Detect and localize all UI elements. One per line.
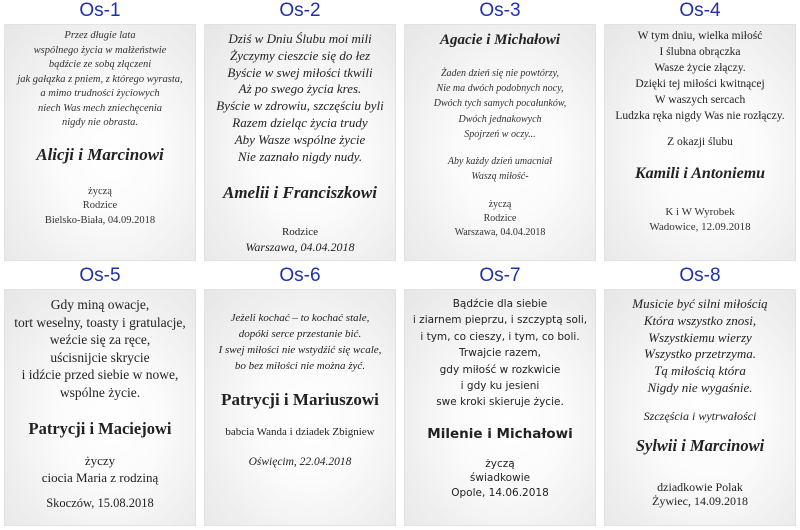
couple-names: Sylwii i Marcinowi xyxy=(635,435,765,455)
verse-line: Musicie być silni miłością xyxy=(632,296,768,311)
verse-line: tort weselny, toasty i gratulacje, xyxy=(14,314,186,330)
card-code: Os-6 xyxy=(279,265,321,286)
couple-names: Agacie i Michałowi xyxy=(440,32,560,48)
card-os-7[interactable] xyxy=(400,265,600,530)
verse xyxy=(205,290,395,374)
verse-line: jak gałązka z pniem, z którego wyrasta, xyxy=(17,73,183,85)
signature xyxy=(205,410,395,438)
card-os-1[interactable] xyxy=(0,0,200,265)
verse-line: Aby Wasze wspólne życie xyxy=(234,131,366,147)
verse-line: Spojrzeń w oczy... xyxy=(464,128,536,140)
card-code: Os-2 xyxy=(279,0,321,21)
verse-line: a mimo trudności życiowych xyxy=(40,88,160,99)
verse-line: Aż po swego życia kres. xyxy=(238,81,362,97)
verse-line: wspólne życie. xyxy=(59,384,141,400)
card-body xyxy=(204,24,396,261)
verse-line: Trwajcie razem, xyxy=(459,347,541,360)
card-code: Os-5 xyxy=(79,265,121,286)
place-date: Skoczów, 15.08.2018 xyxy=(46,496,154,510)
card-body xyxy=(404,289,596,526)
verse-line: Jeżeli kochać – to kochać stale, xyxy=(230,312,370,324)
card-body xyxy=(4,24,196,261)
signature xyxy=(205,203,395,254)
verse-line: Nie ma dwóch podobnych nocy, xyxy=(436,83,564,95)
verse-line: Życzymy cieszcie się do łez xyxy=(229,47,371,63)
signature-line: Wadowice, 12.09.2018 xyxy=(649,220,751,233)
verse-line: Aby każdy dzień umacniał xyxy=(447,156,553,168)
verse xyxy=(5,290,195,401)
occasion-note: Z okazji ślubu xyxy=(667,136,733,149)
card-code: Os-3 xyxy=(479,0,521,21)
couple-names: Patrycji i Maciejowi xyxy=(28,419,172,438)
signature-line: Warszawa, 04.04.2018 xyxy=(454,227,546,239)
card-code: Os-8 xyxy=(679,265,721,286)
couple-names: Milenie i Michałowi xyxy=(427,425,573,442)
card-body xyxy=(604,289,796,526)
verse-line: dopóki serce przestanie bić. xyxy=(238,328,362,340)
verse-line: Wszystko przetrzyma. xyxy=(644,346,756,362)
verse xyxy=(5,25,195,131)
verse-line: nigdy nie obrasta. xyxy=(61,117,139,128)
signature xyxy=(5,439,195,486)
signature-line: życzy xyxy=(84,453,116,468)
verse-line: wspólnego życia w małżeństwie xyxy=(33,44,167,56)
verse-line: bo bez miłości nie można żyć. xyxy=(234,360,366,372)
card-code: Os-7 xyxy=(479,265,521,286)
card-code: Os-1 xyxy=(79,0,121,21)
verse xyxy=(205,25,395,165)
signature-line: ciocia Maria z rodziną xyxy=(41,469,159,485)
signature-line: Rodzice xyxy=(82,200,118,211)
place-date: Oświęcim, 22.04.2018 xyxy=(248,456,352,468)
verse-line: Dziś w Dniu Ślubu moi mili xyxy=(228,31,372,46)
signature xyxy=(405,442,595,501)
verse-line: swe kroki skieruje życie. xyxy=(436,396,564,409)
card-body xyxy=(204,289,396,526)
card-os-8[interactable] xyxy=(600,265,800,530)
signature xyxy=(605,456,795,508)
signature xyxy=(605,183,795,234)
signature-line: życzą xyxy=(485,457,515,470)
verse-line: W waszych sercach xyxy=(654,93,746,106)
couple-names: Amelii i Franciszkowi xyxy=(223,183,377,203)
signature-line: świadkowie xyxy=(469,472,531,485)
verse-line: Nigdy nie wygaśnie. xyxy=(647,379,753,395)
card-body xyxy=(404,24,596,261)
signature-line: życzą xyxy=(488,199,512,211)
verse-line: i ziarnem pieprzu, i szczyptą soli, xyxy=(412,314,588,327)
signature-line: babcia Wanda i dziadek Zbigniew xyxy=(225,426,375,438)
signature-line: Rodzice xyxy=(483,213,517,225)
verse-line: Razem dzieląc życia trudy xyxy=(232,114,368,130)
verse-line: Przez długie lata xyxy=(64,30,136,41)
verse-line: niech Was mech zniechęcenia xyxy=(37,102,163,114)
verse-line: Wasze życie złączy. xyxy=(654,61,746,74)
couple-names: Alicji i Marcinowi xyxy=(36,144,164,164)
signature-line: K i W Wyrobek xyxy=(665,206,735,219)
signature xyxy=(405,184,595,240)
verse-line: Ludzka ręka nigdy Was nie rozłączy. xyxy=(615,109,785,122)
verse xyxy=(605,290,795,397)
signature-line: Żywiec, 14.09.2018 xyxy=(652,493,748,508)
signature-line: Bielsko-Biała, 04.09.2018 xyxy=(44,214,156,226)
verse-line: I swej miłości nie wstydźić się wcale, xyxy=(218,344,382,356)
verse-line: Gdy miną owacje, xyxy=(50,297,150,312)
verse-line: Dwóch tych samych pocałunków, xyxy=(433,98,567,110)
verse-line: i tym, co cieszy, i tym, co boli. xyxy=(420,330,580,343)
verse-line: Tą miłością która xyxy=(654,363,746,379)
couple-names: Kamili i Antoniemu xyxy=(634,165,766,183)
verse-line: Która wszystko znosi, xyxy=(643,312,757,328)
verse-gap xyxy=(405,142,595,154)
verse-line: Dwóch jednakowych xyxy=(458,113,542,125)
verse-line: Byście w swej miłości tkwili xyxy=(227,64,373,80)
card-code: Os-4 xyxy=(679,0,721,21)
verse xyxy=(605,25,795,124)
signature xyxy=(5,165,195,229)
couple-names: Patrycji i Mariuszowi xyxy=(221,390,379,409)
verse xyxy=(405,290,595,411)
verse-line: i gdy ku jesieni xyxy=(460,380,540,393)
verse-line: Żaden dzień się nie powtórzy, xyxy=(440,68,560,79)
card-os-5[interactable] xyxy=(0,265,200,530)
card-os-6[interactable] xyxy=(200,265,400,530)
verse-line: Dzięki tej miłości kwitnącej xyxy=(635,77,765,90)
signature-line: Rodzice xyxy=(281,226,319,239)
card-os-2[interactable] xyxy=(200,0,400,265)
signature-line: życzą xyxy=(88,185,112,197)
card-body xyxy=(4,289,196,526)
verse-line: Wszystkiemu wierzy xyxy=(648,329,752,345)
verse-line: weźcie się za ręce, xyxy=(49,332,151,347)
signature-line: Opole, 14.06.2018 xyxy=(451,486,549,499)
verse-line: gdy miłość w rozkwicie xyxy=(439,363,561,376)
verse-line: W tym dniu, wielka miłość xyxy=(637,30,763,42)
verse-line: Byście w zdrowiu, szczęściu byli xyxy=(216,98,384,114)
verse-line: Waszą miłość- xyxy=(471,171,529,183)
card-os-4[interactable] xyxy=(600,0,800,265)
verse-line: bądźcie ze sobą złączeni xyxy=(48,59,152,70)
verse-line: uścisnijcie skrycie xyxy=(50,349,150,365)
wishes-note: Szczęścia i wytrwałości xyxy=(643,408,757,423)
verse xyxy=(405,49,595,184)
verse-line: I ślubna obrączka xyxy=(659,45,741,58)
verse-line: Nie zaznało nigdy nudy. xyxy=(237,148,363,164)
card-body xyxy=(604,24,796,261)
verse-line: Bądźcie dla siebie xyxy=(452,298,548,310)
verse-line: i idźcie przed siebie w nowe, xyxy=(21,367,179,382)
signature-line: dziadkowie Polak xyxy=(657,479,743,494)
signature-line: Warszawa, 04.04.2018 xyxy=(245,239,355,254)
card-os-3[interactable] xyxy=(400,0,600,265)
